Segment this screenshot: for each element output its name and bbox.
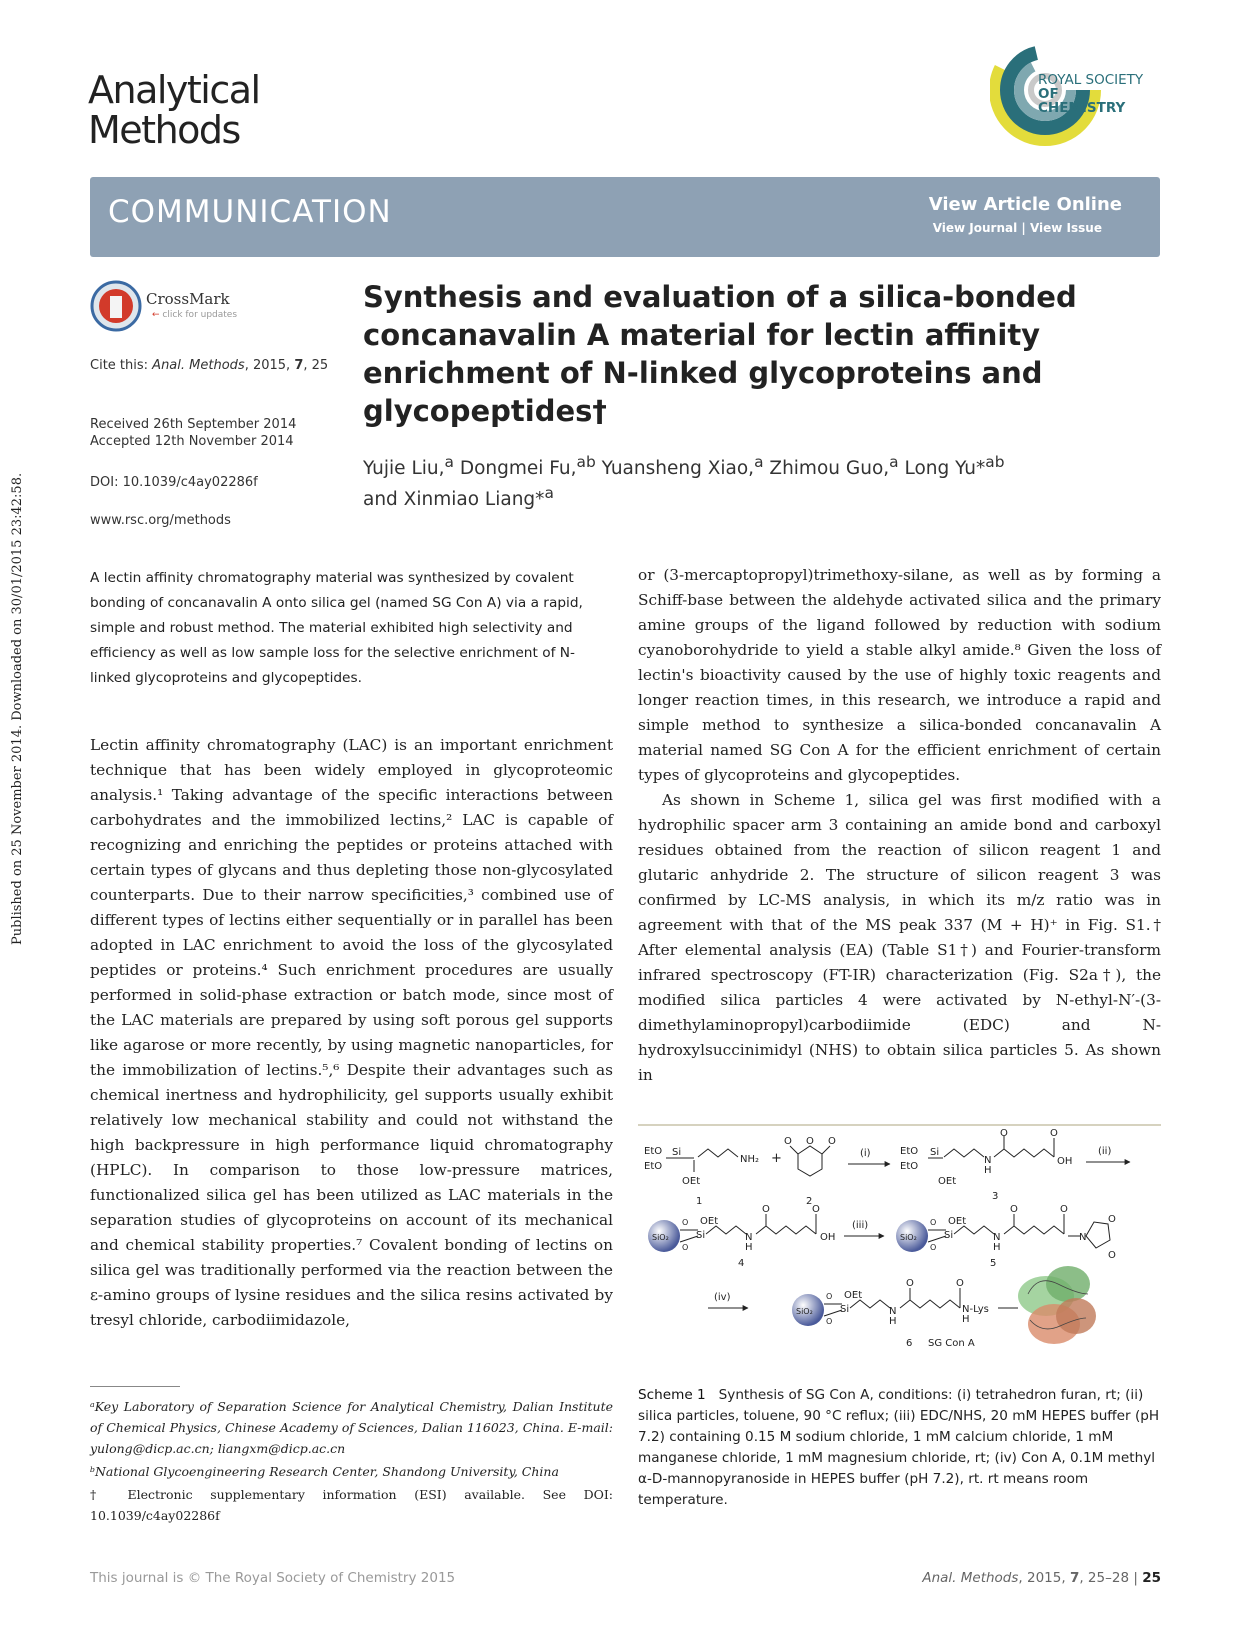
reaction-scheme <box>638 1124 1161 1364</box>
crossmark-label: CrossMark <box>146 290 230 308</box>
compound-1-eto-bottom: EtO <box>644 1161 663 1172</box>
author-3: Yuansheng Xiao,$^a$ <box>595 453 764 480</box>
compound-3-si: Si <box>930 1147 940 1158</box>
author-list <box>363 450 1083 512</box>
body-column-2 <box>638 563 1161 1088</box>
footnote-affiliation-b: ᵇNational Glycoengineering Research Center, Shandong University, China <box>90 1464 559 1479</box>
footer-copyright: This journal is © The Royal Society of Chemistry 2015 <box>90 1570 456 1586</box>
author-4: Zhimou Guo,$^a$ <box>763 453 899 480</box>
compound-4-number: 4 <box>738 1258 745 1269</box>
compound-4-si: Si <box>696 1230 706 1241</box>
compound-5-n-succinimide: N <box>1079 1232 1087 1243</box>
compound-2-o-left: O <box>784 1136 792 1147</box>
view-links <box>933 221 1102 235</box>
footnote-rule <box>90 1386 180 1387</box>
received-date: Received 26th September 2014 <box>90 417 297 432</box>
compound-6-n: N <box>889 1306 897 1317</box>
compound-4-o-top: O <box>682 1218 689 1227</box>
compound-6-number: 6 <box>906 1338 913 1349</box>
compound-3-eto-top: EtO <box>900 1146 919 1157</box>
compound-5-o-amide: O <box>1010 1204 1018 1215</box>
compound-6-si: Si <box>840 1304 850 1315</box>
compound-5-n: N <box>993 1232 1001 1243</box>
body-paragraph-scheme: As shown in Scheme 1, silica gel was first modified with a hydrophilic spacer arm 3 containing an amide bond and carboxyl residues obtained from the reaction of silicon reagent 1 and glutaric anhydride 2. The structure of silicon reagent 3 was confirmed by LC-MS analysis, in which its m/z ratio was in agreement with that of the MS peak 337 (M + H)⁺ in Fig. S1.† After elemental analysis (EA) (Table S1†) and Fourier-transform infrared spectroscopy (FT-IR) characterization (Fig. S2a†), the modified silica particles 4 were activated by N-ethyl-N′-(3-dimethylaminopropyl)carbodiimide (EDC) and N-hydroxylsuccinimidyl (NHS) to obtain silica particles 5. As shown in <box>638 791 1161 1084</box>
compound-1-si: Si <box>672 1147 682 1158</box>
article-title: Synthesis and evaluation of a silica-bonded concanavalin A material for lectin affinity enrichment of N-linked glycoproteins and glycopeptides† <box>363 280 1077 428</box>
crossmark-sub: ← click for updates <box>152 310 238 320</box>
compound-1-oet: OEt <box>682 1176 701 1187</box>
compound-3-o-acid: O <box>1050 1128 1058 1139</box>
scheme-caption-label: Scheme 1 <box>638 1387 706 1403</box>
compound-5-number: 5 <box>990 1258 997 1269</box>
footer-separator: | <box>1133 1570 1138 1586</box>
author-2: Dongmei Fu,$^{ab}$ <box>453 453 596 480</box>
compound-4-o-amide: O <box>762 1204 770 1215</box>
publication-sidebar-text: Published on 25 November 2014. Downloaded on 30/01/2015 23:42:58. <box>10 472 25 945</box>
compound-5-o-bottom: O <box>930 1243 937 1252</box>
accepted-date: Accepted 12th November 2014 <box>90 434 294 449</box>
compound-3-o-amide: O <box>1000 1128 1008 1139</box>
compound-5-o-top: O <box>930 1218 937 1227</box>
compound-5-oet: OEt <box>948 1216 967 1227</box>
publication-sidebar <box>10 455 28 945</box>
author-5: Long Yu*$^{ab}$ <box>898 453 1005 480</box>
footer-citation: Anal. Methods, 2015, 7, 25–28 | 25 <box>922 1570 1161 1586</box>
view-links-separator: | <box>1021 221 1026 235</box>
compound-3-oet: OEt <box>938 1176 957 1187</box>
compound-2-number: 2 <box>806 1196 813 1207</box>
author-6: and Xinmiao Liang*$^a$ <box>363 484 554 511</box>
view-article-online-link[interactable]: View Article Online <box>928 194 1122 215</box>
compound-6-o-bottom: O <box>826 1317 833 1326</box>
journal-website-link[interactable]: www.rsc.org/methods <box>90 513 231 528</box>
compound-3-oh: OH <box>1057 1156 1073 1167</box>
compound-2-o-right: O <box>828 1136 836 1147</box>
compound-3-n: N <box>984 1155 992 1166</box>
author-1: Yujie Liu,$^a$ <box>363 453 454 480</box>
publisher-name-line1: ROYAL SOCIETY <box>1038 72 1144 88</box>
compound-6-o-amide-2: O <box>956 1278 964 1289</box>
footnote-affiliation-a: ᵃKey Laboratory of Separation Science for Analytical Chemistry, Dalian Institute of Chemical Physics, Chinese Academy of Sciences, Dalian 116023, China. E-mail: yulong@dicp.ac.cn; liangxm@dicp.ac.cn <box>90 1399 613 1456</box>
compound-4-n: N <box>745 1232 753 1243</box>
journal-name-line2: Methods <box>88 108 240 152</box>
compound-4-sio2: SiO₂ <box>652 1233 669 1242</box>
rsc-logo[interactable] <box>990 33 1150 148</box>
step-ii: (ii) <box>1098 1146 1112 1157</box>
compound-1-eto-top: EtO <box>644 1146 663 1157</box>
citation: Cite this: Anal. Methods, 2015, 7, 25 <box>90 358 329 373</box>
product-label: SG Con A <box>928 1338 975 1349</box>
compound-1-number: 1 <box>696 1196 703 1207</box>
compound-3-eto-bottom: EtO <box>900 1161 919 1172</box>
abstract: A lectin affinity chromatography material was synthesized by covalent bonding of concanavalin A onto silica gel (named SG Con A) via a rapid, simple and robust method. The material exhibited high selectivity and efficiency as well as low sample loss for the selective enrichment of N-linked glycoproteins and glycopeptides. <box>90 570 583 686</box>
crossmark-icon <box>90 280 142 332</box>
compound-5-si: Si <box>944 1230 954 1241</box>
compound-5-sio2: SiO₂ <box>900 1233 917 1242</box>
step-iv: (iv) <box>714 1292 731 1303</box>
compound-5-o-ester: O <box>1060 1204 1068 1215</box>
compound-6-sio2: SiO₂ <box>796 1307 813 1316</box>
compound-6-o-amide-1: O <box>906 1278 914 1289</box>
body-column-1: Lectin affinity chromatography (LAC) is an important enrichment technique that has been widely employed in glycoproteomic analysis.¹ Taking advantage of the specific interactions between carbohydrates and the immobilized lectins,² LAC is capable of recognizing and enriching the peptides or proteins attached with certain types of glycans and thus depleting those non-glycosylated counterparts. Due to their narrow specificities,³ combined use of different types of lectins either sequentially or in parallel has been adopted in LAC enrichment to avoid the loss of the glycosylated peptides or proteins.⁴ Such enrichment procedures are usually performed in solid-phase extraction or batch mode, since most of the LAC materials are prepared by using soft porous gel supports like agarose or more recently, by using magnetic nanoparticles, for the immobilization of lectins.⁵,⁶ Despite their advantages such as chemical inertness and hydrophilicity, gel supports usually exhibit relatively low mechanical stability and could not withstand the high backpressure in high performance liquid chromatography (HPLC). In comparison to those low-pressure matrices, functionalized silica gel has been utilized as LAC materials in the separation studies of glycoproteins on account of its mechanical and chemical stability properties.⁷ Covalent bonding of lectins on silica gel was traditionally performed via the reaction between the ε-amino groups of lysine residues and the silica resins activated by tresyl chloride, carbodiimidazole, <box>90 736 613 1329</box>
plus-sign: + <box>771 1151 782 1166</box>
compound-1-nh2: NH₂ <box>740 1154 760 1165</box>
scheme-1-figure <box>638 1124 1161 1364</box>
compound-4-h: H <box>745 1242 753 1253</box>
doi[interactable]: DOI: 10.1039/c4ay02286f <box>90 475 258 490</box>
step-i: (i) <box>860 1148 871 1159</box>
crossmark-badge[interactable] <box>90 280 240 335</box>
compound-6-h-lys: H <box>962 1314 970 1325</box>
article-type: COMMUNICATION <box>108 194 392 230</box>
scheme-caption-text: Synthesis of SG Con A, conditions: (i) tetrahedron furan, rt; (ii) silica particles, toluene, 90 °C reflux; (iii) EDC/NHS, 20 mM HEPES buffer (pH 7.2) containing 0.15 M sodium chloride, 1 mM calcium chloride, 1 mM manganese chloride, 1 mM magnesium chloride, rt; (iv) Con A, 0.1M methyl α-D-mannopyranoside in HEPES buffer (pH 7.2), rt. rt means room temperature. <box>638 1387 1160 1508</box>
compound-2-o-ring: O <box>806 1136 814 1147</box>
crossmark-arrow-icon: ← <box>152 310 160 320</box>
concanavalin-a-protein-icon <box>1018 1266 1096 1344</box>
compound-4-oh: OH <box>820 1232 836 1243</box>
scheme-caption <box>638 1385 1161 1511</box>
compound-3-number: 3 <box>992 1191 999 1202</box>
article-type-banner <box>90 177 1160 257</box>
compound-6-oet: OEt <box>844 1290 863 1301</box>
compound-5-o-succinimide-bottom: O <box>1108 1250 1116 1261</box>
compound-3-h: H <box>984 1165 992 1176</box>
compound-5-o-succinimide-top: O <box>1108 1214 1116 1225</box>
compound-6-h: H <box>889 1316 897 1327</box>
view-journal-link[interactable]: View Journal <box>932 221 1018 235</box>
footnote-esi: † Electronic supplementary information (ESI) available. See DOI: 10.1039/c4ay02286f <box>90 1487 613 1523</box>
journal-wordmark[interactable] <box>88 70 260 150</box>
body-paragraph-continued: or (3-mercaptopropyl)trimethoxy-silane, as well as by forming a Schiff-base between the aldehyde activated silica and the primary amine groups of the ligand followed by reduction with sodium cyanoborohydride to yield a stable alkyl amide.⁸ Given the loss of lectin's bioactivity caused by the use of highly toxic reagents and longer reaction times, in this research, we introduce a rapid and simple method to synthesize a silica-bonded concanavalin A material named SG Con A for the efficient enrichment of certain types of glycoproteins and glycopeptides. <box>638 566 1161 784</box>
compound-6-lys: N-Lys <box>962 1304 989 1315</box>
publisher-name-line2: OF CHEMISTRY <box>1038 86 1126 116</box>
page-number: 25 <box>1142 1570 1161 1586</box>
footnotes <box>90 1396 613 1526</box>
step-iii: (iii) <box>852 1220 869 1231</box>
compound-4-o-acid: O <box>812 1204 820 1215</box>
compound-2 <box>790 1146 830 1176</box>
compound-4-o-bottom: O <box>682 1243 689 1252</box>
dates <box>90 416 296 450</box>
compound-5-h: H <box>993 1242 1001 1253</box>
compound-6-o-top: O <box>826 1292 833 1301</box>
compound-4-oet: OEt <box>700 1216 719 1227</box>
view-issue-link[interactable]: View Issue <box>1029 221 1102 235</box>
journal-name-line1: Analytical <box>88 68 260 112</box>
